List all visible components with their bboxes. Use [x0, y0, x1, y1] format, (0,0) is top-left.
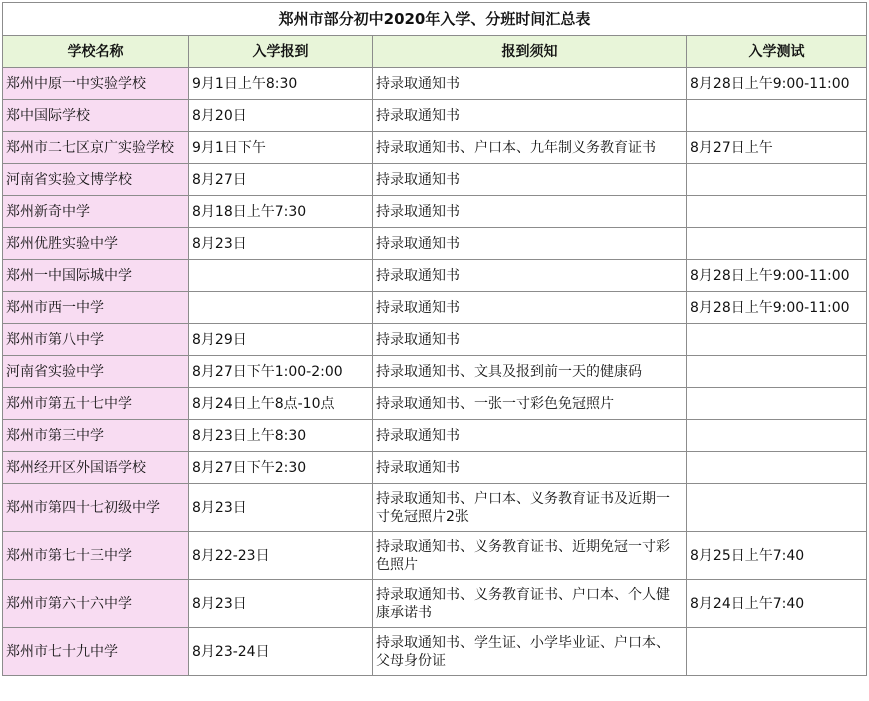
- notice-cell: 持录取通知书、一张一寸彩色免冠照片: [373, 388, 687, 420]
- school-cell: 郑州新奇中学: [3, 196, 189, 228]
- test-cell: 8月28日上午9:00-11:00: [687, 260, 867, 292]
- header-test: 入学测试: [687, 36, 867, 68]
- school-cell: 河南省实验中学: [3, 356, 189, 388]
- test-cell: [687, 388, 867, 420]
- notice-cell: 持录取通知书: [373, 196, 687, 228]
- school-cell: 郑州优胜实验中学: [3, 228, 189, 260]
- table-row: [3, 68, 867, 100]
- test-cell: 8月24日上午7:40: [687, 580, 867, 628]
- test-cell: [687, 228, 867, 260]
- school-cell: 郑中国际学校: [3, 100, 189, 132]
- test-cell: [687, 164, 867, 196]
- school-cell: 郑州市二七区京广实验学校: [3, 132, 189, 164]
- notice-cell: 持录取通知书: [373, 68, 687, 100]
- table-row: [3, 452, 867, 484]
- notice-cell: 持录取通知书: [373, 260, 687, 292]
- school-cell: 郑州中原一中实验学校: [3, 68, 189, 100]
- notice-cell: 持录取通知书、户口本、九年制义务教育证书: [373, 132, 687, 164]
- registration-cell: 8月23日: [189, 484, 373, 532]
- notice-cell: 持录取通知书: [373, 292, 687, 324]
- registration-cell: [189, 292, 373, 324]
- notice-cell: 持录取通知书: [373, 452, 687, 484]
- registration-cell: 8月23日: [189, 580, 373, 628]
- header-notice: 报到须知: [373, 36, 687, 68]
- test-cell: 8月25日上午7:40: [687, 532, 867, 580]
- test-cell: [687, 628, 867, 676]
- notice-cell: 持录取通知书: [373, 228, 687, 260]
- schedule-table: [2, 2, 867, 676]
- table-row: [3, 484, 867, 532]
- table-row: [3, 132, 867, 164]
- notice-cell: 持录取通知书、文具及报到前一天的健康码: [373, 356, 687, 388]
- registration-cell: 8月20日: [189, 100, 373, 132]
- header-row: [3, 36, 867, 68]
- school-cell: 郑州市七十九中学: [3, 628, 189, 676]
- table-row: [3, 260, 867, 292]
- school-cell: 郑州经开区外国语学校: [3, 452, 189, 484]
- summary-sheet: [2, 2, 866, 676]
- table-row: [3, 324, 867, 356]
- notice-cell: 持录取通知书、户口本、义务教育证书及近期一寸免冠照片2张: [373, 484, 687, 532]
- notice-cell: 持录取通知书、义务教育证书、近期免冠一寸彩色照片: [373, 532, 687, 580]
- school-cell: 郑州市第四十七初级中学: [3, 484, 189, 532]
- school-cell: 郑州市第六十六中学: [3, 580, 189, 628]
- test-cell: 8月28日上午9:00-11:00: [687, 292, 867, 324]
- header-registration: 入学报到: [189, 36, 373, 68]
- table-row: [3, 628, 867, 676]
- registration-cell: 9月1日上午8:30: [189, 68, 373, 100]
- school-cell: 郑州市西一中学: [3, 292, 189, 324]
- test-cell: [687, 100, 867, 132]
- registration-cell: 8月29日: [189, 324, 373, 356]
- registration-cell: 8月23-24日: [189, 628, 373, 676]
- school-cell: 郑州市第八中学: [3, 324, 189, 356]
- table-row: [3, 420, 867, 452]
- registration-cell: 8月18日上午7:30: [189, 196, 373, 228]
- school-cell: 郑州市第七十三中学: [3, 532, 189, 580]
- table-title: 郑州市部分初中2020年入学、分班时间汇总表: [3, 3, 867, 36]
- test-cell: [687, 484, 867, 532]
- header-school: 学校名称: [3, 36, 189, 68]
- school-cell: 河南省实验文博学校: [3, 164, 189, 196]
- registration-cell: 8月27日下午2:30: [189, 452, 373, 484]
- test-cell: [687, 356, 867, 388]
- test-cell: 8月28日上午9:00-11:00: [687, 68, 867, 100]
- notice-cell: 持录取通知书: [373, 324, 687, 356]
- registration-cell: 9月1日下午: [189, 132, 373, 164]
- test-cell: [687, 196, 867, 228]
- table-row: [3, 196, 867, 228]
- table-row: [3, 580, 867, 628]
- test-cell: [687, 420, 867, 452]
- table-row: [3, 356, 867, 388]
- test-cell: [687, 452, 867, 484]
- table-row: [3, 292, 867, 324]
- school-cell: 郑州一中国际城中学: [3, 260, 189, 292]
- table-body: [3, 68, 867, 676]
- notice-cell: 持录取通知书: [373, 164, 687, 196]
- notice-cell: 持录取通知书: [373, 100, 687, 132]
- notice-cell: 持录取通知书、学生证、小学毕业证、户口本、父母身份证: [373, 628, 687, 676]
- registration-cell: [189, 260, 373, 292]
- registration-cell: 8月27日下午1:00-2:00: [189, 356, 373, 388]
- registration-cell: 8月23日: [189, 228, 373, 260]
- table-row: [3, 100, 867, 132]
- notice-cell: 持录取通知书、义务教育证书、户口本、个人健康承诺书: [373, 580, 687, 628]
- registration-cell: 8月27日: [189, 164, 373, 196]
- test-cell: 8月27日上午: [687, 132, 867, 164]
- registration-cell: 8月24日上午8点-10点: [189, 388, 373, 420]
- registration-cell: 8月23日上午8:30: [189, 420, 373, 452]
- table-row: [3, 388, 867, 420]
- school-cell: 郑州市第五十七中学: [3, 388, 189, 420]
- school-cell: 郑州市第三中学: [3, 420, 189, 452]
- test-cell: [687, 324, 867, 356]
- table-row: [3, 532, 867, 580]
- table-row: [3, 228, 867, 260]
- registration-cell: 8月22-23日: [189, 532, 373, 580]
- table-row: [3, 164, 867, 196]
- notice-cell: 持录取通知书: [373, 420, 687, 452]
